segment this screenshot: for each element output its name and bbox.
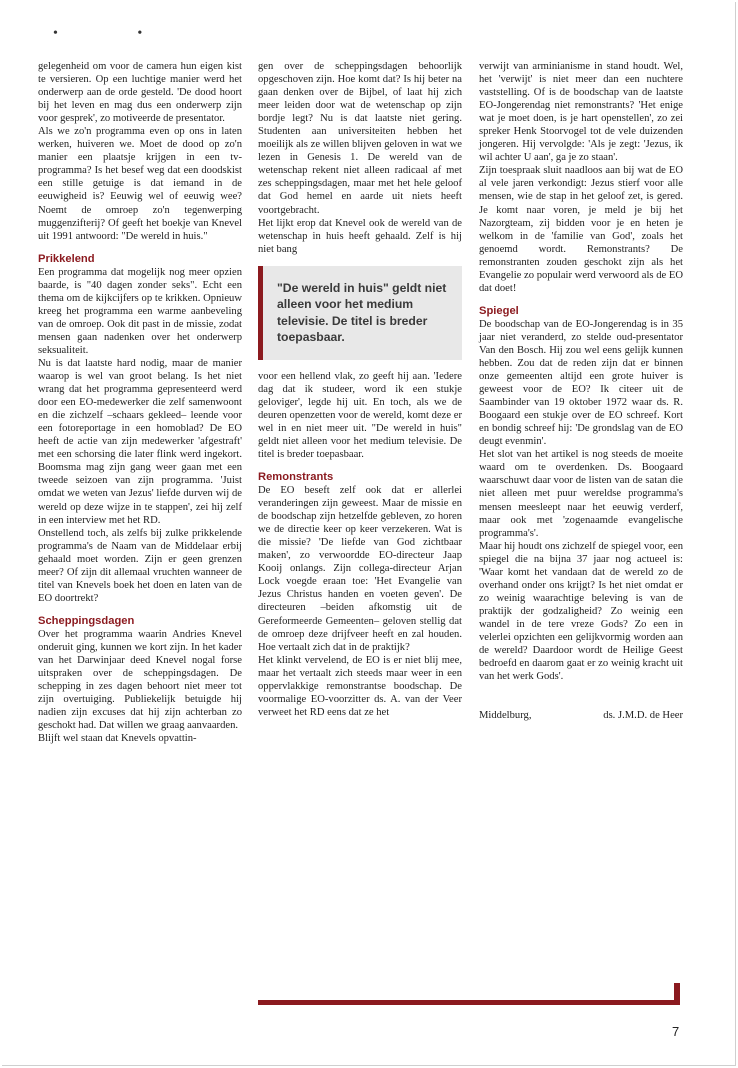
paragraph: gen over de scheppingsdagen behoorlijk opgeschoven zijn. Hoe komt dat? Is hij beter na gaan denken over de Bijbel, of laat hij zich meer leiden door wat de wetenschap op zijn bordje legt? Nu is dat laatste niet gering. Studenten aan universiteiten hebben het moeilijk als ze willen blijven geloven in wat we lezen in Genesis 1. De wereld van de wetenschap rekent niet alleen radicaal af met zes scheppingsdagen, maar met het hele geloof dat God hemel en aarde uit niets heeft voortgebracht. (258, 61, 462, 216)
paragraph: Het klinkt vervelend, de EO is er niet blij mee, maar het vertaalt zich steeds maar weer in een oppervlakkige remonstrantse boodschap. De voormalige EO-voorzitter ds. A. van der Veer verweet het RD eens dat ze het (258, 654, 462, 718)
column-3 (479, 60, 683, 722)
paragraph: Een programma dat mogelijk nog meer opzien baarde, is "40 dagen zonder seks". Echt een thema om de kijkcijfers op te krikken. Opnieuw kreeg het programma een warme aanbeveling van de omroep. Ook dit past in de missie, zodat mensen gaan nadenken over het onderwerp seksualiteit. (38, 266, 242, 356)
paragraph: Als we zo'n programma even op ons in laten werken, huiveren we. Moet de dood op zo'n manier een plaatsje krijgen in een tv-programma? Is het besef weg dat een doodskist een stille getuige is dat iemand in de eeuwigheid is? Eeuwig wel of eeuwig wee? Noemt de omroep zo'n tegenwerping muggenzifterij? Of geeft het boekje van Knevel uit 1991 antwoord: "De wereld in huis." (38, 126, 242, 242)
section-heading-spiegel: Spiegel (479, 304, 519, 317)
paragraph: De boodschap van de EO-Jongerendag is in 35 jaar niet veranderd, zo stelde oud-presentator Van den Bosch. Hij zou wel eens gelijk kunnen hebben. Zou dat de reden zijn dat er binnen onze gemeenten altijd een grote huiver is geweest voor de EO? Ik citeer uit de Saambinder van 19 oktober 1972 waar ds. R. Boogaard een stukje over de EO schreef. Kort en bondig schreef hij: 'De grondslag van de EO deugt evenmin'. (479, 318, 683, 448)
signature (479, 709, 683, 722)
signature-author: ds. J.M.D. de Heer (603, 710, 683, 722)
section-heading-scheppingsdagen: Scheppingsdagen (38, 614, 135, 627)
column-2 (258, 60, 462, 719)
signature-place: Middelburg, (479, 710, 532, 722)
header-marks: • • (53, 26, 181, 41)
paragraph: verwijt van arminianisme in stand houdt. Wel, het 'verwijt' is niet meer dan een nuchtere vaststelling. Of is de boodschap van de laatste EO-Jongerendag niet remonstrants? 'Het enige wat je moet doen, is je hart openstellen', zo zei spreker Henk Stoorvogel tot de vele duizenden jongeren. Hij vervolgde: 'Als je zegt: 'Jezus, ik wil achter U aan', ga je zo staan'. (479, 61, 683, 164)
paragraph: Nu is dat laatste hard nodig, maar de manier waarop is wel van groot belang. Is het niet wrang dat het programma gepresenteerd werd door een EO-medewerker die zelf samenwoont en die zichzelf –schaars gekleed– leende voor een fotoreportage in een homoblad? De EO heeft de actie van zijn medewerker 'afgestraft' met een schorsing die later flink werd ingekort. Boomsma mag zijn gang weer gaan met een tweede seizoen van zijn programma. 'Juist omdat we weten van Jezus' liefde durven wij de wereld op deze wijze in te stappen', zei hij zelf in een interview met het RD. (38, 357, 242, 526)
paragraph: Het lijkt erop dat Knevel ook de wereld van de wetenschap in huis heeft gehaald. Zelf is hij niet bang (258, 217, 462, 255)
paragraph: Over het programma waarin Andries Knevel onderuit ging, kunnen we kort zijn. In het kader van het Darwinjaar deed Knevel nogal forse uitspraken over de scheppingsdagen. De schepping in zes dagen behoort niet meer tot zijn overtuiging. Publiekelijk betuigde hij nadien zijn excuses dat hij zijn achterban zo geschokt had. Dat willen we graag aanvaarden. (38, 628, 242, 732)
footer-rule-tick (674, 983, 680, 1005)
page-number: 7 (672, 1024, 680, 1039)
paragraph: Maar hij houdt ons zichzelf de spiegel voor, een spiegel die na bijna 37 jaar nog actueel is: 'Waar komt het vandaan dat de wereld zo de overhand onder ons krijgt? Is het niet omdat er zo weinig waarachtige beleving is van de praktijk der godzaligheid? Zo weinig een wandel in de tere vreze Gods? Zo een in velerlei opzichten een gelijkvormig worden aan de wereld? Daardoor wordt de Heilige Geest bedroefd en daarom gaat er zo weinig kracht uit van het werk Gods'. (479, 540, 683, 683)
footer-rule (258, 1000, 678, 1005)
paragraph: Zijn toespraak sluit naadloos aan bij wat de EO al vele jaren verkondigt: Jezus stierf voor alle mensen, wie de stap in het geloof zet, is gered. Je komt naar voren, je meld je bij het Nazorgteam, zij bidden voor je en heten je welkom in de 'familie van God', zoals het genoemd wordt. Remonstrants? De remonstranten zouden geschokt zijn als het Evangelie zo populair werd verwoord als de EO dat doet! (479, 165, 683, 294)
paragraph: gelegenheid om voor de camera hun eigen kist te versieren. Op een luchtige manier werd het onderwerp aan de orde gesteld. 'De dood hoort bij het leven en mag dus een onderwerp zijn voor gesprek', zo motiveerde de presentator. (38, 61, 242, 125)
section-heading-prikkelend: Prikkelend (38, 252, 95, 265)
paragraph: Blijft wel staan dat Knevels opvattin- (38, 733, 197, 745)
paragraph: Het slot van het artikel is nog steeds de moeite waard om te overdenken. Ds. Boogaard waarschuwt daar voor de listen van de satan die niet alleen met puur wereldse programma's mensen meesleept naar het eeuwig verderf, maar ook met 'zogenaamde evangelische programma's'. (479, 449, 683, 539)
pull-quote: "De wereld in huis" geldt niet alleen voor het medium televisie. De titel is breder toepasbaar. (258, 266, 462, 360)
paragraph: De EO beseft zelf ook dat er allerlei veranderingen zijn geweest. Maar de missie en de boodschap zijn hetzelfde gebleven, zo horen we de directie keer op keer verzekeren. Wat is die missie? 'De liefde van God zichtbaar maken', zo verwoordde EO-directeur Jaap Kooij onlangs. Zijn collega-directeur Arjan Lock voegde eraan toe: 'Het Evangelie van Jezus Christus handen en voeten geven'. De directeuren –beiden afkomstig uit de Gereformeerde Gemeenten– geloven stellig dat de omroep deze drijfveer heeft en zal houden. Hoe vertaalt zich dat in de praktijk? (258, 485, 462, 653)
section-heading-remonstrants: Remonstrants (258, 471, 334, 484)
paragraph: voor een hellend vlak, zo geeft hij aan. 'Iedere dag dat ik studeer, word ik een stukje geloviger', legde hij uit. En toch, als we de deuren openzetten voor de wereld, komt deze er wel in en niet meer uit. "De wereld in huis" geldt niet alleen voor het medium televisie. De titel is breder toepasbaar. (258, 370, 462, 460)
paragraph: Onstellend toch, als zelfs bij zulke prikkelende programma's de Naam van de Middelaar erbij gehaald moet worden. Zijn er geen grenzen meer? Of zijn dit allemaal vruchten wanneer de titel van Knevels boek het doen en laten van de EO doortrekt? (38, 527, 242, 604)
column-1 (38, 60, 242, 745)
